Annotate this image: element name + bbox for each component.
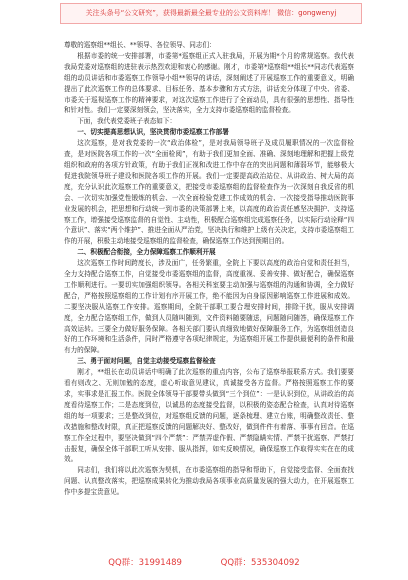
paragraph: 下面，我代表党委班子表态如下： [77,117,177,126]
section-heading: 二、积极配合衔接，全力保障巡察工作顺利开展 [77,248,216,257]
document-body [64,40,354,498]
paragraph: 根据市委的统一安排部署，市委第*巡察组正式入驻我局，开展为期*个月的常规巡察。我代表我局党委对巡察组的进驻表示热烈欢迎和衷心的感谢。刚才，市委第*巡察组**组长**同志代表巡察组的动员讲话和市委巡察工作领导小组**领导的讲话，深刻阐述了开展巡察工作的重要意义，明确提出了此次巡察工作的总体要求、目标任务、基本步骤和方式方法，讲话充分体现了中央、省委、市委关于巡视巡察工作的精神要求，对这次巡察工作进行了全面动员，具有很强的思想性、指导性和针对性。我们一定要深刻领会，坚决落实，全力支持市委巡察组的监督检查。 [64,51,354,115]
paragraph: 这次巡察，是对我党委的一次“政治体检”，是对我局领导班子及成员履职情况的一次监督检查，是对医院各项工作的一次“全面检阅”，有助于我们更加全面、准确、深刻地理解和把握上级党组织和政府的各项方针政策，有助于我们正视和改进工作中存在的突出问题和薄弱环节，能够极大促进我院领导班子建设和医院各项工作的开展。我们一定要提高政治站位、从讲政治、树大局的高度，充分认识此次巡察工作的重要意义，把接受市委巡察组的监督检查作为一次深刻自我反省的机会、一次切实加强党性锻炼的机会、一次全面检验党建工作成效的机会、一次接受指导推动医院事业发展的机会，把思想和行动统一到市委的决策部署上来，以高度的政治责任感坚决拥护、支持巡察工作，增强接受巡察监督的自觉性、主动性，积极配合巡察组完成巡察任务，以实际行动诠释“四个意识”、落实“两个维护”、推进全面从严治党，坚决执行和维护上级有关决定，支持市委巡察组工作的开展，积极主动地接受巡察组的监督检查，确保巡察工作达到预期目的。 [64,139,354,246]
salutation: 尊敬的巡察组**组长、**领导、各位领导、同志们： [64,41,216,49]
section-heading: 三、勇于面对问题，自觉主动接受巡察监督检查 [77,357,216,366]
paragraph: 这次巡察工作时间跨度长，涉及面广，任务繁重，全院上下要以高度的政治自觉和责任担当，全力支持配合巡察工作，自觉接受市委巡察组的监督，高度重视、妥善安排、做好配合，确保巡察工作顺利进行。一要切实加强组织领导。各相关科室要主动加强与巡察组的沟通和协调，全力做好配合，严格按照巡察组的工作计划有序开展工作，绝不能因为自身原因影响巡察工作进展和成效。二要坚决服从巡察工作安排。巡察期间，全院干部职工要合理安排时间，排除干扰，服从安排调度，全力配合巡察组工作，做到人员随叫随到，文件资料随要随送，问题随问随答，确保巡察工作高效运转。三要全力做好服务保障。各相关部门要认真细致地做好保障服务工作，为巡察组创造良好的工作环境和生活条件，同时严格遵守各项纪律规定，为巡察组开展工作提供最便利的条件和最有力的保障。 [64,259,354,355]
paragraph: 同志们，我们将以此次巡察为契机，在市委巡察组的指导和帮助下，自觉接受监督、全面查找问题、认真整改落实，把巡察成果转化为推动我局各项事业高质量发展的强大动力，在开展巡察工作中多提宝贵意见。 [64,466,354,497]
qq-group-1: QQ群：31991489 [108,558,182,568]
footer-contacts [0,556,408,568]
paragraph: 刚才，**组长在动员讲话中明确了此次巡察的重点内容，公布了巡察举报联系方式。我们要要看有则改之、无则加勉的态度，虚心听取意见建议，真诚接受各方监督。严格按照巡察工作的要求，实事求是汇报工作。医院全体领导干部要带头做到“三个到位”：一是认识到位，从讲政治的高度看待巡察工作；二是态度到位，以诚恳的态度接受监督，以积极的姿态配合检查，认真对待巡察组的每一项要求；三是整改到位，对巡察组反馈的问题，逐条梳理、建立台账，明确整改责任、整改措施和整改时限，真正把巡察反馈的问题解决好、整改好，做到件件有着落、事事有回音。在巡察工作全过程中，要坚决做到“四个严禁”：严禁弄虚作假、严禁隐瞒实情、严禁干扰巡察、严禁打击报复，确保全体干部职工听从安排、服从指挥，如实反映情况，确保巡察工作取得实实在在的成效。 [64,368,354,464]
qq-group-2: QQ群：535304092 [220,558,300,568]
section-heading: 一、切实提高思想认识，坚决贯彻市委巡察工作部署 [77,128,229,137]
header-banner: 关注头条号“公文研究”，获得最新最全最专业的公文资料库！ 微信：gongwenyj [60,3,362,24]
